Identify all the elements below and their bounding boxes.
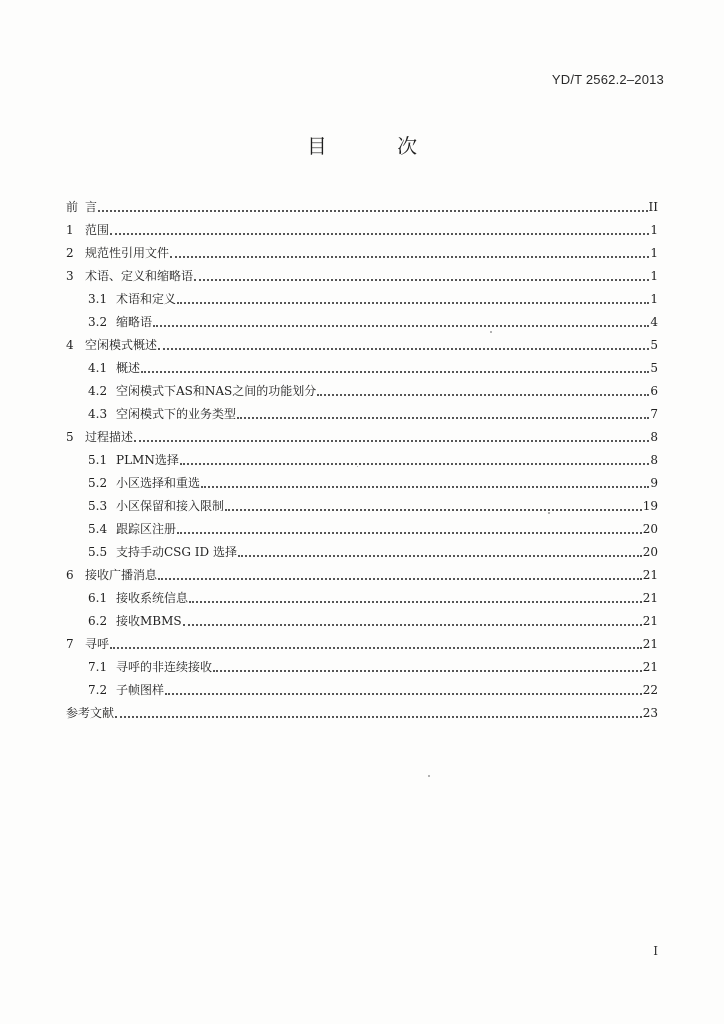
toc-entry-label: 接收MBMS — [116, 614, 182, 628]
toc-entry-page: 21 — [642, 660, 658, 674]
toc-dot-leader — [237, 416, 649, 419]
toc-dot-leader — [153, 324, 649, 327]
toc-entry-number: 5 — [66, 430, 74, 444]
toc-entry[interactable] — [66, 583, 658, 606]
toc-dot-leader — [158, 347, 649, 350]
toc-entry-number: 1 — [66, 223, 74, 237]
toc-entry-page: 8 — [650, 430, 658, 444]
toc-entry-label: 寻呼 — [85, 637, 110, 651]
toc-dot-leader — [317, 393, 649, 396]
toc-entry-label: 跟踪区注册 — [116, 522, 177, 536]
toc-entry-page: II — [648, 200, 658, 214]
toc-entry-label: 小区选择和重选 — [116, 476, 201, 490]
toc-entry[interactable] — [66, 537, 658, 560]
toc-entry-label: 空闲模式概述 — [85, 338, 158, 352]
toc-entry-page: 4 — [650, 315, 658, 329]
toc-entry-number: 4.3 — [88, 407, 108, 421]
toc-entry-number: 3 — [66, 269, 74, 283]
toc-entry-page: 8 — [650, 453, 658, 467]
toc-entry[interactable] — [66, 675, 658, 698]
toc-entry-page: 20 — [642, 522, 658, 536]
toc-entry-page: 5 — [650, 338, 658, 352]
toc-dot-leader — [183, 623, 642, 626]
toc-dot-leader — [225, 508, 642, 511]
toc-entry-page: 21 — [642, 591, 658, 605]
toc-dot-leader — [213, 669, 642, 672]
toc-dot-leader — [110, 232, 649, 235]
toc-entry-page: 19 — [642, 499, 658, 513]
toc-entry-label: 空闲模式下AS和NAS之间的功能划分 — [116, 384, 317, 398]
scan-speck — [357, 466, 358, 467]
toc-entry-number: 6 — [66, 568, 74, 582]
toc-entry-label: 寻呼的非连续接收 — [116, 660, 213, 674]
toc-entry-label: 接收广播消息 — [85, 568, 158, 582]
table-of-contents — [66, 192, 658, 721]
toc-entry-label: 缩略语 — [116, 315, 153, 329]
toc-entry-page: 1 — [650, 246, 658, 260]
toc-entry-number: 5.5 — [88, 545, 108, 559]
toc-entry-number: 4.1 — [88, 361, 108, 375]
toc-entry-page: 7 — [650, 407, 658, 421]
toc-entry-label: 范围 — [85, 223, 110, 237]
toc-entry-number: 6.2 — [88, 614, 108, 628]
toc-entry-label: 言 — [85, 200, 98, 214]
toc-entry[interactable] — [66, 491, 658, 514]
toc-entry-label: 空闲模式下的业务类型 — [116, 407, 237, 421]
toc-dot-leader — [238, 554, 642, 557]
toc-entry[interactable] — [66, 238, 658, 261]
toc-entry-number: 5.3 — [88, 499, 108, 513]
toc-dot-leader — [165, 692, 642, 695]
toc-entry[interactable] — [66, 652, 658, 675]
toc-entry-label: 术语、定义和缩略语 — [85, 269, 194, 283]
toc-entry-number: 5.4 — [88, 522, 108, 536]
toc-entry-number: 前 — [66, 200, 79, 214]
toc-entry[interactable] — [66, 399, 658, 422]
toc-entry[interactable] — [66, 422, 658, 445]
toc-dot-leader — [177, 531, 642, 534]
standard-code: YD/T 2562.2–2013 — [551, 72, 664, 87]
toc-entry[interactable] — [66, 353, 658, 376]
toc-entry-number: 7.1 — [88, 660, 108, 674]
toc-entry-page: 21 — [642, 637, 658, 651]
toc-entry[interactable] — [66, 261, 658, 284]
toc-entry-label: 支持手动CSG ID 选择 — [116, 545, 237, 559]
toc-entry-label: 接收系统信息 — [116, 591, 189, 605]
toc-entry[interactable] — [66, 376, 658, 399]
toc-dot-leader — [134, 439, 649, 442]
toc-entry-page: 20 — [642, 545, 658, 559]
toc-dot-leader — [110, 646, 642, 649]
toc-entry[interactable] — [66, 514, 658, 537]
toc-entry-number: 7.2 — [88, 683, 108, 697]
toc-entry-label: 过程描述 — [85, 430, 134, 444]
toc-entry-number: 7 — [66, 637, 74, 651]
toc-entry[interactable] — [66, 468, 658, 491]
toc-entry-page: 5 — [650, 361, 658, 375]
toc-entry[interactable] — [66, 215, 658, 238]
toc-entry[interactable] — [66, 698, 658, 721]
toc-entry[interactable] — [66, 284, 658, 307]
toc-dot-leader — [98, 209, 648, 212]
toc-entry[interactable] — [66, 445, 658, 468]
toc-entry-number: 6.1 — [88, 591, 108, 605]
toc-entry-label: 参考文献 — [66, 706, 115, 720]
toc-dot-leader — [170, 255, 649, 258]
toc-entry-number: 5.2 — [88, 476, 108, 490]
scan-speck — [548, 512, 550, 514]
toc-entry-number: 4 — [66, 338, 74, 352]
toc-entry[interactable] — [66, 307, 658, 330]
toc-entry-number: 3.1 — [88, 292, 108, 306]
toc-entry-label: 规范性引用文件 — [85, 246, 170, 260]
toc-entry-label: 概述 — [116, 361, 141, 375]
toc-entry-number: 3.2 — [88, 315, 108, 329]
toc-entry-page: 1 — [650, 269, 658, 283]
toc-dot-leader — [141, 370, 649, 373]
toc-entry-page: 6 — [650, 384, 658, 398]
toc-entry-page: 23 — [642, 706, 658, 720]
toc-entry-label: 术语和定义 — [116, 292, 177, 306]
toc-entry-page: 21 — [642, 614, 658, 628]
toc-entry-number: 5.1 — [88, 453, 108, 467]
toc-dot-leader — [177, 301, 649, 304]
toc-entry-label: 子帧图样 — [116, 683, 165, 697]
scan-speck — [428, 775, 430, 777]
scan-speck — [490, 331, 492, 333]
toc-dot-leader — [158, 577, 642, 580]
toc-dot-leader — [201, 485, 649, 488]
toc-dot-leader — [180, 462, 649, 465]
toc-entry-page: 9 — [650, 476, 658, 490]
toc-dot-leader — [115, 715, 642, 718]
toc-entry[interactable] — [66, 606, 658, 629]
toc-entry-number: 2 — [66, 246, 74, 260]
toc-entry-number: 4.2 — [88, 384, 108, 398]
toc-entry[interactable] — [66, 629, 658, 652]
toc-entry-page: 21 — [642, 568, 658, 582]
toc-title: 目 次 — [306, 134, 450, 158]
toc-entry-label: PLMN选择 — [116, 453, 179, 467]
page-number: I — [653, 944, 658, 958]
toc-dot-leader — [189, 600, 642, 603]
toc-entry[interactable] — [66, 560, 658, 583]
toc-entry[interactable] — [66, 330, 658, 353]
toc-entry[interactable] — [66, 192, 658, 215]
toc-entry-page: 22 — [642, 683, 658, 697]
toc-entry-page: 1 — [650, 292, 658, 306]
toc-dot-leader — [194, 278, 649, 281]
toc-entry-label: 小区保留和接入限制 — [116, 499, 225, 513]
toc-entry-page: 1 — [650, 223, 658, 237]
